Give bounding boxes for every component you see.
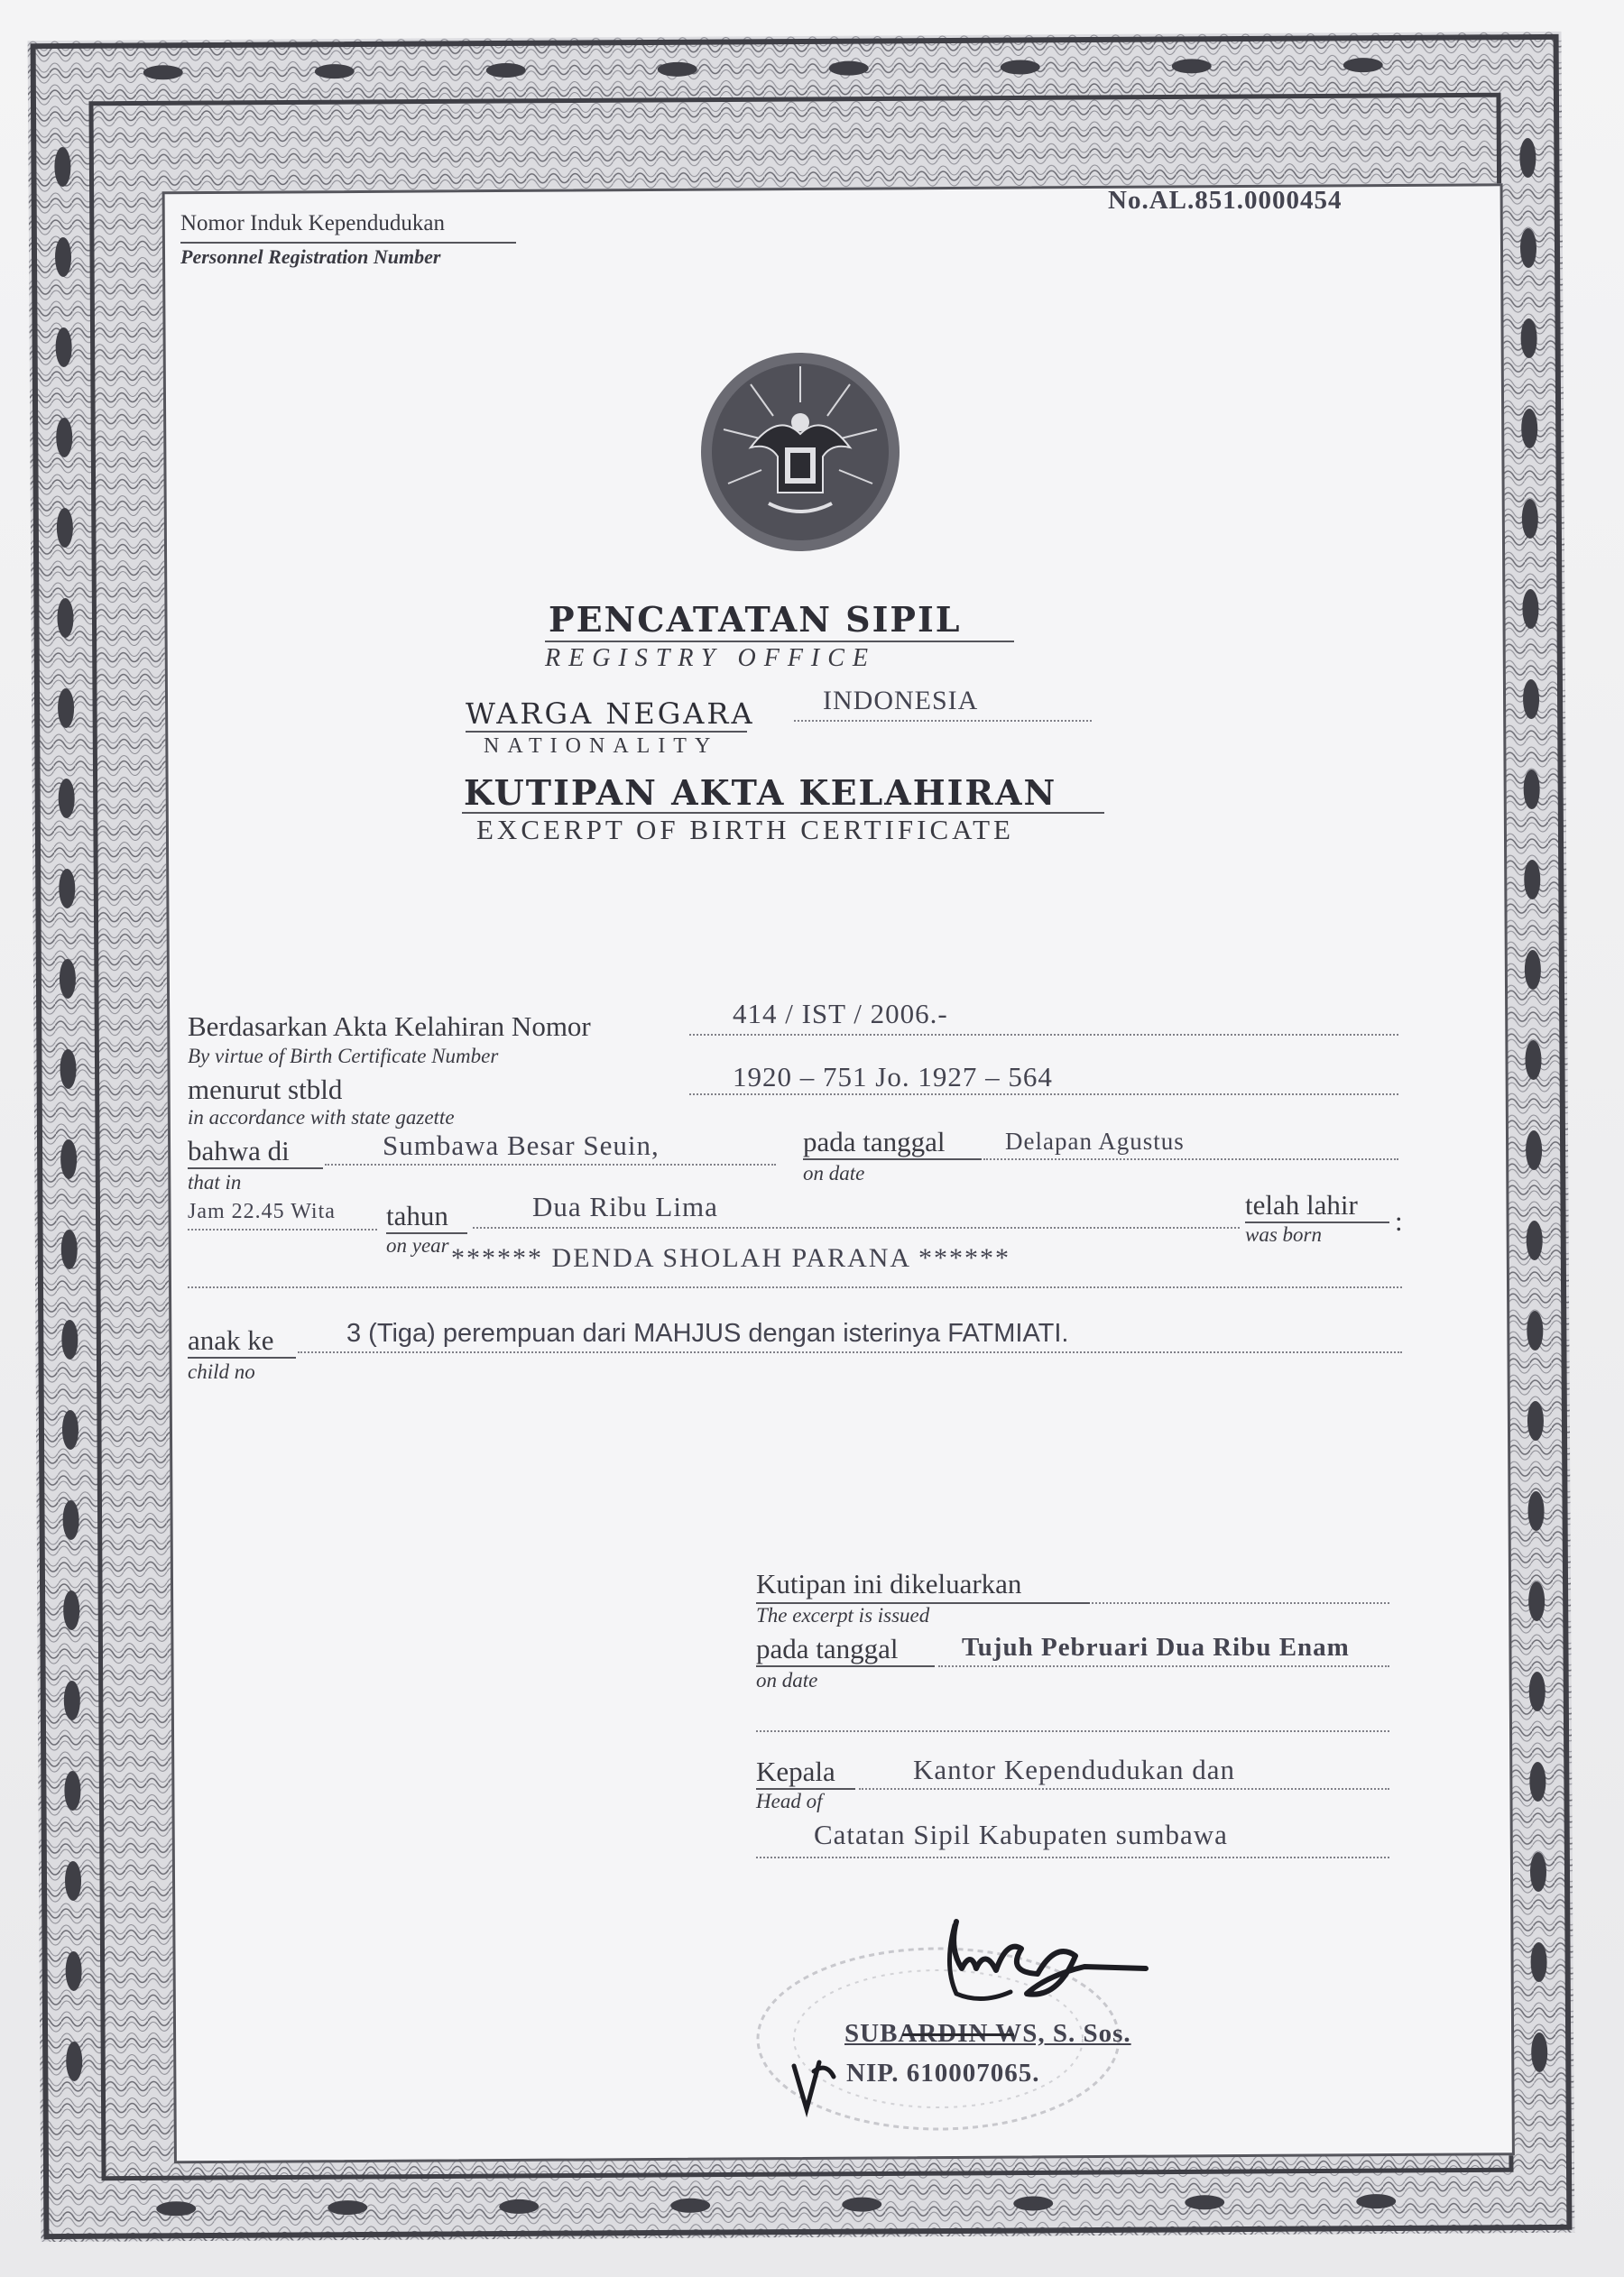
office-title-underline [545, 641, 1014, 642]
nationality-value: INDONESIA [823, 686, 979, 715]
issued-dots [1092, 1602, 1389, 1604]
year-dots [473, 1227, 1240, 1229]
head-label: Kepala [756, 1756, 835, 1787]
issue-date-label-en: on date [756, 1669, 818, 1692]
year-label: tahun [386, 1200, 448, 1231]
stbld-value: 1920 – 751 Jo. 1927 – 564 [733, 1061, 1053, 1092]
nationality-dots [794, 720, 1092, 722]
nationality-label: WARGA NEGARA [466, 696, 755, 731]
issue-date-value: Tujuh Pebruari Dua Ribu Enam [962, 1633, 1350, 1662]
child-no-label-en: child no [188, 1360, 255, 1383]
garuda-emblem-icon [697, 348, 904, 556]
stbld-dots [689, 1093, 1398, 1095]
head-value-2: Catatan Sipil Kabupaten sumbawa [814, 1819, 1228, 1850]
deed-label: Berdasarkan Akta Kelahiran Nomor [188, 1010, 591, 1042]
issue-date-label-underline [756, 1665, 935, 1667]
born-colon: : [1395, 1205, 1403, 1237]
stbld-label-en: in accordance with state gazette [188, 1106, 455, 1129]
deed-label-en: By virtue of Birth Certificate Number [188, 1045, 499, 1067]
date-label-en: on date [803, 1162, 865, 1185]
certificate-number: No.AL.851.0000454 [1108, 186, 1343, 215]
official-nip: NIP. 610007065. [846, 2059, 1040, 2088]
document-title-en: EXCERPT OF BIRTH CERTIFICATE [476, 814, 1014, 845]
time-value: Jam 22.45 Wita [188, 1200, 336, 1223]
place-dots [325, 1164, 776, 1166]
born-label: telah lahir [1245, 1189, 1358, 1221]
child-no-label-underline [188, 1357, 296, 1359]
document-title: KUTIPAN AKTA KELAHIRAN [464, 772, 1057, 813]
place-label: bahwa di [188, 1135, 290, 1166]
date-dots [983, 1158, 1398, 1160]
time-dots [188, 1229, 377, 1231]
office-title: PENCATATAN SIPIL [549, 599, 962, 640]
date-value: Delapan Agustus [1005, 1128, 1185, 1155]
issue-date-dots [938, 1665, 1389, 1667]
child-no-dots [298, 1351, 1402, 1353]
child-name: ****** DENDA SHOLAH PARANA ****** [451, 1243, 1010, 1273]
official-stamp-and-signature [740, 1885, 1245, 2138]
deed-value: 414 / IST / 2006.- [733, 998, 948, 1029]
head-dots-1 [859, 1788, 1389, 1790]
child-no-value: 3 (Tiga) perempuan dari MAHJUS dengan isterinya FATMIATI. [346, 1319, 1069, 1348]
nik-label: Nomor Induk Kependudukan [180, 211, 445, 235]
born-label-en: was born [1245, 1223, 1322, 1246]
place-label-underline [188, 1167, 323, 1169]
nik-underline [180, 242, 516, 244]
head-label-en: Head of [756, 1790, 823, 1812]
child-name-dots [188, 1286, 1402, 1288]
deed-dots [689, 1034, 1398, 1036]
nationality-label-en: NATIONALITY [484, 734, 719, 758]
date-label: pada tanggal [803, 1126, 946, 1157]
official-name-strikethrough [902, 2033, 1014, 2036]
nik-label-en: Personnel Registration Number [180, 245, 441, 268]
issue-blank-dots [756, 1730, 1389, 1732]
nationality-underline [466, 731, 747, 733]
child-no-label: anak ke [188, 1324, 274, 1356]
head-value-1: Kantor Kependudukan dan [913, 1754, 1236, 1785]
signature-icon [954, 1922, 1146, 1995]
stbld-label: menurut stbld [188, 1074, 343, 1105]
head-dots-2 [756, 1857, 1389, 1858]
place-label-en: that in [188, 1171, 242, 1194]
place-value: Sumbawa Besar Seuin, [383, 1129, 660, 1161]
year-value: Dua Ribu Lima [532, 1191, 718, 1222]
office-title-en: REGISTRY OFFICE [545, 644, 877, 672]
issued-label: Kutipan ini dikeluarkan [756, 1568, 1022, 1599]
issued-label-en: The excerpt is issued [756, 1604, 930, 1627]
date-label-underline [803, 1158, 982, 1160]
issue-date-label: pada tanggal [756, 1633, 899, 1664]
year-label-en: on year [386, 1234, 449, 1257]
official-name: SUBARDIN WS, S. Sos. [844, 2019, 1131, 2048]
